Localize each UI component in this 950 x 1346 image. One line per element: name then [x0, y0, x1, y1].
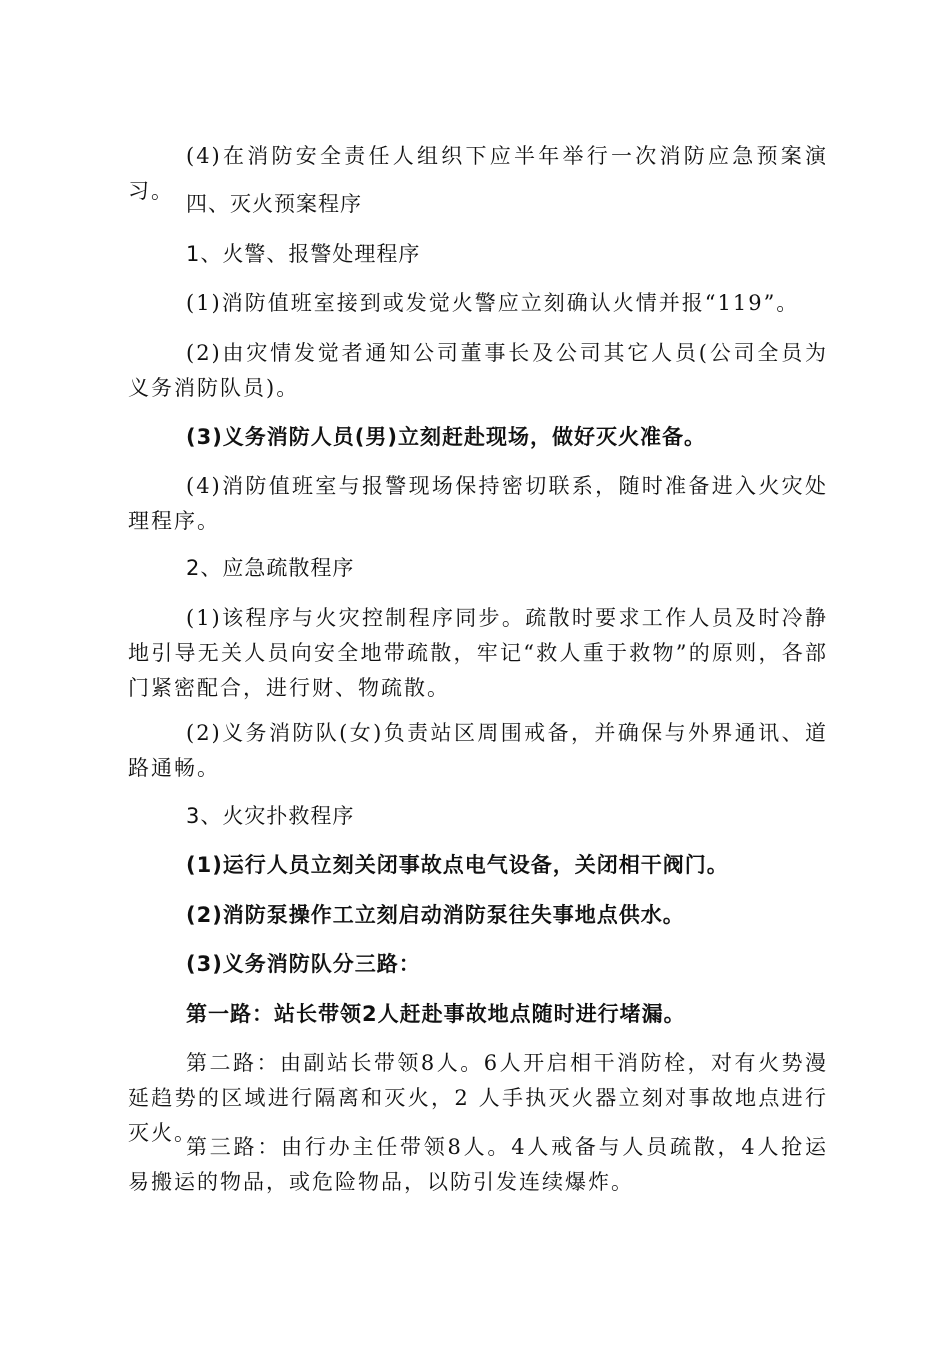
paragraph-alarm-3: (3)义务消防人员(男)立刻赶赴现场，做好灭火准备。 — [186, 425, 707, 449]
paragraph-alarm-4: (4)消防值班室与报警现场保持密切联系，随时准备进入火灾处理程序。 — [128, 474, 828, 533]
section-heading-fire-plan: 四、灭火预案程序 — [186, 192, 362, 216]
paragraph-alarm-2: (2)由灾情发觉者通知公司董事长及公司其它人员(公司全员为义务消防队员)。 — [128, 341, 828, 400]
paragraph-team-2: 第二路：由副站长带领8人。6人开启相干消防栓，对有火势漫延趋势的区域进行隔离和灭火，2 人手执灭火器立刻对事故地点进行灭火。 — [128, 1051, 828, 1145]
paragraph-evacuation-2: (2)义务消防队(女)负责站区周围戒备，并确保与外界通讯、道路通畅。 — [128, 721, 828, 780]
paragraph-firefighting-3: (3)义务消防队分三路： — [186, 952, 421, 976]
paragraph-evacuation-1: (1)该程序与火灾控制程序同步。疏散时要求工作人员及时冷静地引导无关人员向安全地带疏散，牢记“救人重于救物”的原则，各部门紧密配合，进行财、物疏散。 — [128, 606, 828, 700]
subsection-heading-alarm: 1、火警、报警处理程序 — [186, 242, 421, 266]
paragraph-team-3: 第三路：由行办主任带领8人。4人戒备与人员疏散，4人抢运易搬运的物品，或危险物品，以防引发连续爆炸。 — [128, 1135, 828, 1194]
subsection-heading-evacuation: 2、应急疏散程序 — [186, 556, 355, 580]
paragraph-team-1: 第一路：站长带领2人赶赴事故地点随时进行堵漏。 — [186, 1002, 686, 1026]
subsection-heading-firefighting: 3、火灾扑救程序 — [186, 804, 355, 828]
paragraph-firefighting-2: (2)消防泵操作工立刻启动消防泵往失事地点供水。 — [186, 903, 685, 927]
paragraph-drill: (4)在消防安全责任人组织下应半年举行一次消防应急预案演习。 — [128, 144, 828, 203]
paragraph-firefighting-1: (1)运行人员立刻关闭事故点电气设备，关闭相干阀门。 — [186, 853, 729, 877]
paragraph-alarm-1: (1)消防值班室接到或发觉火警应立刻确认火情并报“119”。 — [186, 291, 800, 315]
